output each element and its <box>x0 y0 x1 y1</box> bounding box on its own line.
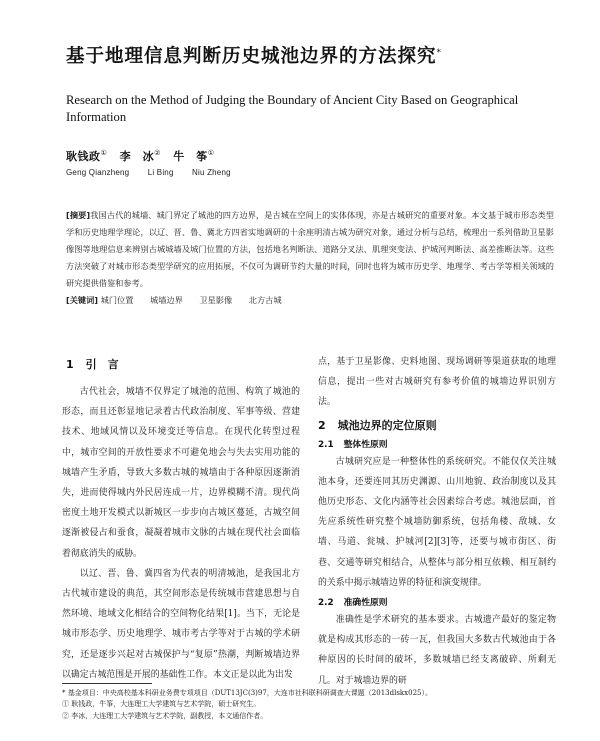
author-cn: 李 冰② <box>119 149 161 163</box>
authors-en <box>66 168 247 177</box>
right-column <box>318 352 556 691</box>
body-paragraph: 点，基于卫星影像、史料地图、现场调研等渠道获取的地理信息，提出一些对古城研究有参考价值的城墙边界识别方法。 <box>318 357 556 408</box>
subsection-heading: 2.1 整体性原则 <box>318 439 388 450</box>
abstract-label: [摘要] <box>66 210 91 220</box>
footnotes <box>62 688 562 722</box>
left-column <box>62 350 300 685</box>
body-paragraph: 以辽、晋、鲁、冀四省为代表的明清城池，是我国北方古代城市建设的典范，其空间形态是传统城市营建思想与自然环境、地域文化相结合的空间物化结果[1]。当下，无论是城市形态学、历史地理学、城市考古学等对于古城的学术研究，还是逐步兴起对古城保护与“复原”热潮，判断城墙边界以确定古城范围是开展的基础性工作。本文正是以此为出发 <box>62 568 300 680</box>
section-heading: 1 引 言 <box>66 358 119 371</box>
author-en: Geng Qianzheng <box>66 168 130 177</box>
footnote-rule <box>62 683 152 684</box>
footnote: * 基金项目：中央高校基本科研业务费专项项目（DUT13JC(3)97，大连市社科联科研调查大课题（2013dlskx025）。 <box>62 689 432 697</box>
keyword: 城墙边界 <box>150 295 183 305</box>
paper-title-cn: 基于地理信息判断历史城池边界的方法探究* <box>66 46 443 67</box>
authors-cn <box>66 148 223 164</box>
abstract-text: 我国古代的城墙、城门界定了城池的四方边界，是古城在空间上的实体体现，亦是古城研究的重要对象。本文基于城市形态类型学和历史地理学理论，以辽、晋、鲁、冀北方四省实地调研的十余座明清古城为研究对象，通过分析与总结，梳理出一系列借助卫星影像图等地理信息来辨别古城城墙及城门位置的方法，包括地名判断法、道路分叉法、肌理突变法、护城河判断法、高差推断法等。这些方法突破了对城市形态类型学研究的应用拓展，不仅可为调研节约大量的时间，同时也将为城市历史学、地理学、考古学等相关领域的研究提供借鉴和参考。 <box>66 210 554 288</box>
body-paragraph: 准确性是学术研究的基本要求。古城遗产最好的鉴定物就是构成其形态的一砖一瓦，但我国大多数古代城池由于各种原因的长时间的破坏，多数城墙已经支离破碎、所剩无几。对于城墙边界的研 <box>318 615 556 686</box>
keywords <box>66 293 546 308</box>
body-paragraph: 古城研究应是一种整体性的系统研究。不能仅仅关注城池本身，还要连同其历史渊源、山川地貌、政治制度以及其他历史形态、文化内涵等社会因素综合考虑。城池层面，首先应系统性研究整个城墙防御系统，包括角楼、敌城、女墙、马道、瓮城、护城河[2][3]等，还要与城市街区、街巷、交通等研究相结合，从整体与部分相互依赖、相互制约的关系中揭示城墙边界的特征和演变规律。 <box>318 456 556 588</box>
footnote: ① 耿钱政，牛筝，大连理工大学建筑与艺术学院，硕士研究生。 <box>62 700 261 709</box>
body-paragraph: 古代社会，城墙不仅界定了城池的范围、构筑了城池的形态，而且还彰显地记录着古代政治制度、军事等级、营建技术、地域风情以及环境变迁等信息。在现代化转型过程中，城市空间的开放性要求不可避免地会与失去实用功能的城墙产生矛盾，导致大多数古城的城墙由于各种原因逐渐消失，进而使得城内外民居连成一片，边界模糊不清。现代尚密度土地开发模式以新城区一步步向古城区蔓延，古城空间逐渐被侵占和蚕食，凝凝着城市文脉的古城在现代社会面临着彻底消失的威胁。 <box>62 387 300 559</box>
keyword: 北方古城 <box>248 295 282 305</box>
section-heading: 2 城池边界的定位原则 <box>318 418 437 432</box>
keyword: 卫星影像 <box>199 295 233 305</box>
keyword: 城门位置 <box>100 295 134 305</box>
keywords-label: [关键词] <box>66 295 99 305</box>
abstract <box>66 207 554 292</box>
footnote: ② 李冰，大连理工大学建筑与艺术学院，副教授，本文通信作者。 <box>62 711 268 720</box>
author-en: Li Bing <box>147 168 174 177</box>
paper-title-en: Research on the Method of Judging the Boundary of Ancient City Based on Geographical Information <box>66 93 519 124</box>
author-en: Niu Zheng <box>192 168 231 177</box>
subsection-heading: 2.2 准确性原则 <box>318 598 388 609</box>
author-cn: 耿钱政① <box>66 149 108 163</box>
author-cn: 牛 筝① <box>173 149 215 163</box>
